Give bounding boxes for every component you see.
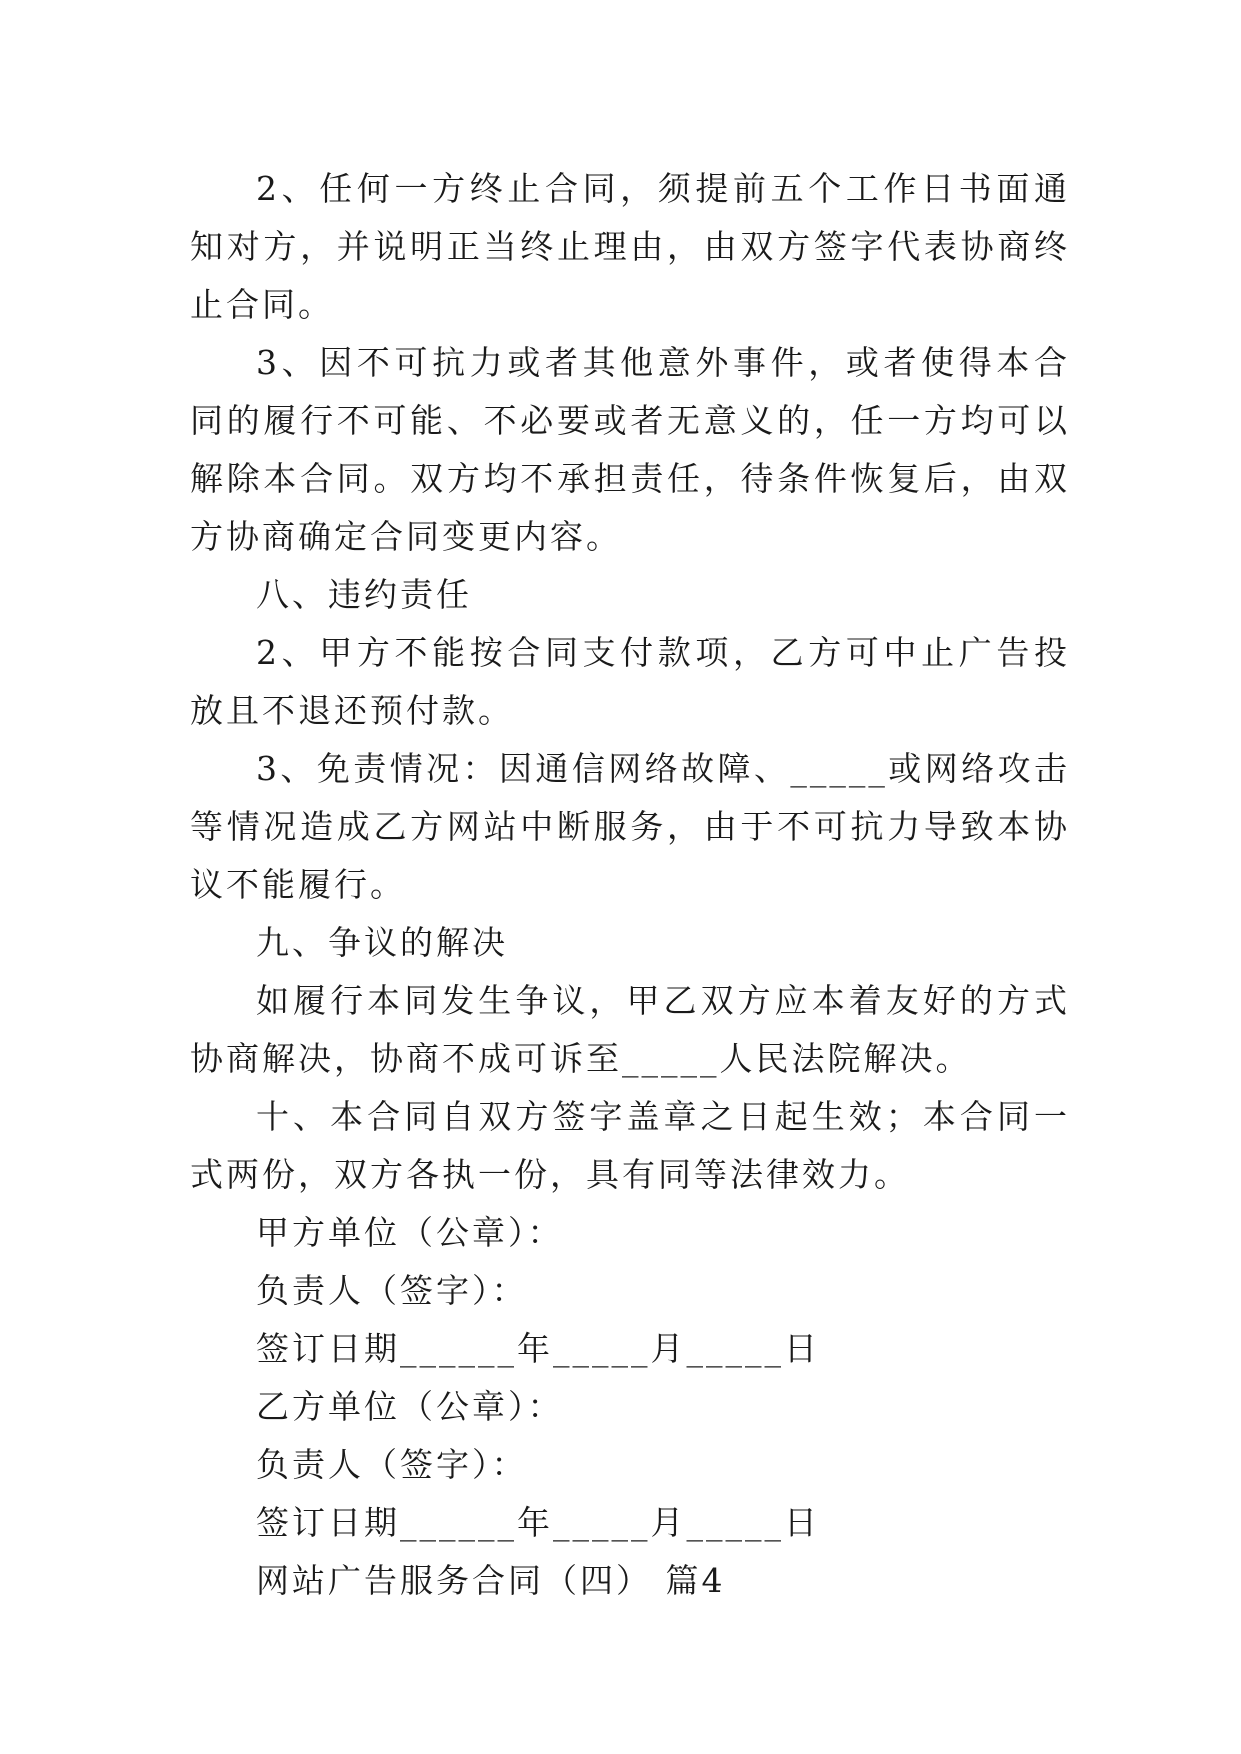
paragraph-exemption: 3、免责情况：因通信网络故障、_____或网络攻击等情况造成乙方网站中断服务，由于不可抗力导致本协议不能履行。 (190, 749, 1070, 904)
next-contract-heading: 网站广告服务合同（四） 篇4 (256, 1561, 726, 1600)
paragraph-payment-default: 2、甲方不能按合同支付款项，乙方可中止广告投放且不退还预付款。 (190, 633, 1070, 730)
section-heading-breach: 八、违约责任 (256, 575, 472, 614)
paragraph-effectiveness: 十、本合同自双方签字盖章之日起生效；本合同一式两份，双方各执一份，具有同等法律效力。 (190, 1097, 1070, 1194)
party-b-sign-date-line: 签订日期______年_____月_____日 (256, 1503, 820, 1542)
section-heading-dispute: 九、争议的解决 (256, 923, 508, 962)
party-a-sign-date-line: 签订日期______年_____月_____日 (256, 1329, 820, 1368)
party-a-representative-line: 负责人（签字）： (256, 1271, 528, 1310)
paragraph-termination-notice: 2、任何一方终止合同，须提前五个工作日书面通知对方，并说明正当终止理由，由双方签字代表协商终止合同。 (190, 169, 1070, 324)
paragraph-dispute-resolution: 如履行本同发生争议，甲乙双方应本着友好的方式协商解决，协商不成可诉至_____人民法院解决。 (190, 981, 1070, 1078)
party-b-representative-line: 负责人（签字）： (256, 1445, 528, 1484)
party-a-unit-line: 甲方单位（公章）： (256, 1213, 564, 1252)
party-b-unit-line: 乙方单位（公章）： (256, 1387, 564, 1426)
document-body (190, 160, 1070, 1610)
paragraph-force-majeure: 3、因不可抗力或者其他意外事件，或者使得本合同的履行不可能、不必要或者无意义的，任一方均可以解除本合同。双方均不承担责任，待条件恢复后，由双方协商确定合同变更内容。 (190, 343, 1070, 556)
